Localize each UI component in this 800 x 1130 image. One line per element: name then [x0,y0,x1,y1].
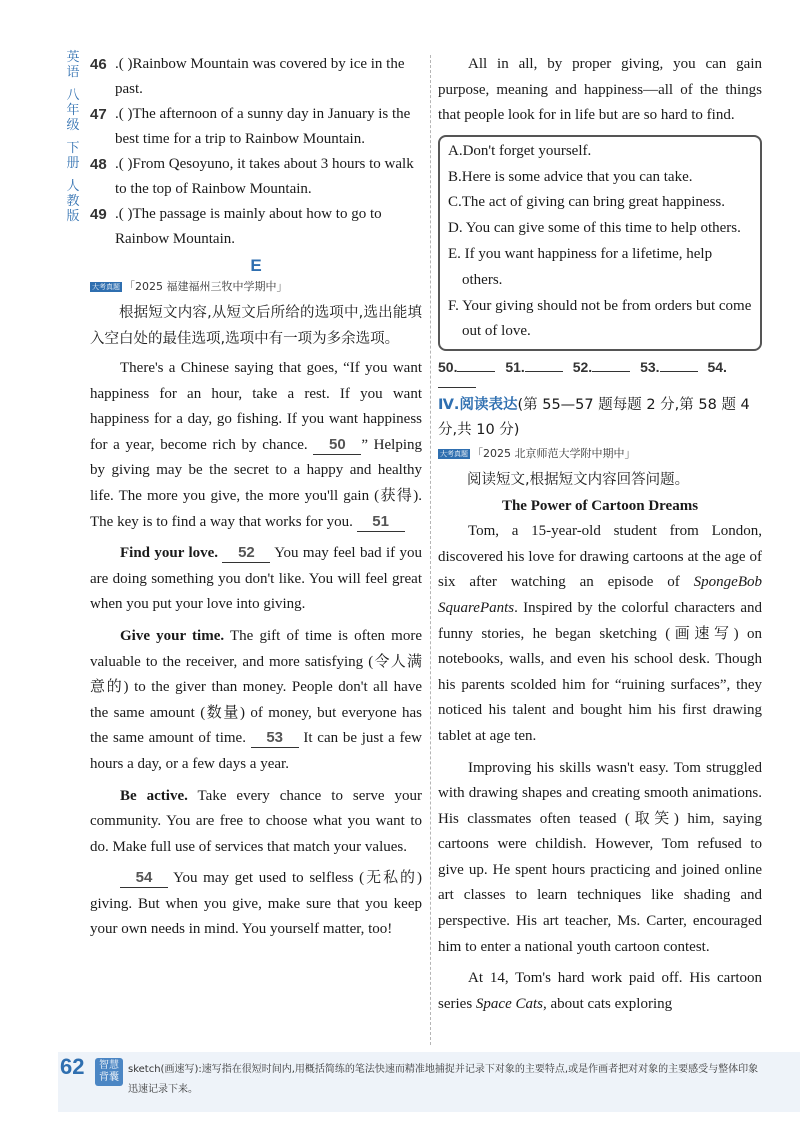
answer-label: 54. [707,359,727,376]
question-number: 48 [90,156,107,173]
term-label: 下册 [66,141,80,171]
option-d: D. You can give some of this time to help others. [448,220,741,237]
answer-blank-53[interactable] [660,371,698,372]
column-divider [430,55,431,1045]
answer-blank-54[interactable] [438,387,476,388]
source-tag: 大考真题 [440,450,468,459]
instruction-text: 根据短文内容,从短文后所给的选项中,选出能填入空白处的最佳选项,选项中有一项为多余选项。 [90,305,422,347]
blank-52: 52 [222,544,270,563]
paragraph-text: You may feel bad if you are doing something you don't like. You will feel great when you put your love into giving. [90,545,422,613]
option-f: F. Your giving should not be from orders but come out of love. [448,297,752,340]
question-49 [90,202,422,252]
right-column [438,52,762,1017]
answer-label: 53. [640,359,660,376]
paragraph-text: , about cats exploring [542,995,673,1012]
source-text: 「2025 福建福州三牧中学期中」 [124,280,288,293]
passage-title: The Power of Cartoon Dreams [501,498,699,515]
section-e-heading: E [250,256,262,275]
blank-54: 54 [120,869,168,888]
sidebar-label [62,50,84,232]
source-line [90,278,422,294]
paragraph-heading: Give your time. [120,627,225,644]
footnote-text: sketch(画速写):速写指在很短时间内,用概括简练的笔法快速而精准地捕捉并记录下对象的主要特点,或是作画者把对对象的主要感受与整体印象迅速记录下来。 [128,1064,759,1095]
option-c: C.The act of giving can bring great happiness. [448,194,726,211]
grade-label: 八年级 [66,88,80,133]
paragraph-heading: Find your love. [120,545,219,562]
paragraph [90,866,422,943]
paragraph-text: It can be just a few hours a day, or a few days a year. [90,730,423,772]
option-b: B.Here is some advice that you can take. [448,168,693,185]
question-number: 47 [90,106,107,123]
paragraph [438,519,762,749]
paragraph [90,541,422,618]
paragraph-text: You may get used to selfless (无私的) giving. But when you give, make sure that you keep your own needs in mind. You yourself matter, too! [90,870,422,938]
option-a: A.Don't forget yourself. [448,142,592,159]
question-number: 46 [90,56,107,73]
question-number: 49 [90,206,107,223]
tips-badge: 智慧背囊 [95,1058,123,1086]
section-4-heading [438,393,762,443]
paragraph-text: There's a Chinese saying that goes, “If you want happiness for an hour, take a rest. If you want happiness for a day, go fishing. If you want happiness for a year, become rich by chance. [90,360,422,453]
blank-53: 53 [251,729,299,748]
paragraph-text: Tom, a 15-year-old student from London, discovered his love for drawing cartoons at the age of six after watching an episode of [438,523,762,591]
source-text: 「2025 北京师范大学附中期中」 [472,447,636,461]
question-text: .( )The afternoon of a sunny day in January is the best time for a trip to Rainbow Mountain. [115,106,411,147]
edition-label: 人教版 [66,179,80,224]
paragraph [90,784,422,861]
page-number: 62 [60,1054,85,1079]
question-48 [90,152,422,202]
paragraph-text: Take every chance to serve your community. You are free to choose what you want to do. Make full use of services that match your values. [90,787,423,855]
paragraph [90,356,422,535]
paragraph-text: ” Helping by giving may be the secret to a happy and healthy life. The more you give, the more you'll gain (获得). The key is to find a way that works for you. [90,436,423,530]
answer-label: 50. [438,359,458,376]
source-tag: 大考真题 [92,283,120,291]
answer-blank-52[interactable] [592,371,630,372]
paragraph [438,966,762,1017]
subject-label: 英语 [66,50,80,80]
options-box [438,135,762,351]
blank-50: 50 [313,436,361,455]
scoring-text: (第 55—57 题每题 2 分,第 58 题 4 分,共 10 分) [438,397,750,439]
answer-blank-50[interactable] [457,371,495,372]
paragraph: All in all, by proper giving, you can gain purpose, meaning and happiness—all of the things that people look for in life but are so hard to find. [438,56,762,124]
section-title: Ⅳ.阅读表达 [438,397,518,414]
question-text: .( )The passage is mainly about how to go to Rainbow Mountain. [115,206,382,247]
paragraph [90,624,422,778]
source-line [438,445,762,461]
left-column [90,52,422,943]
paragraph-heading: Be active. [120,787,188,804]
option-e: E. If you want happiness for a lifetime, help others. [448,245,713,288]
answer-blank-51[interactable] [525,371,563,372]
paragraph-text: The gift of time is often more valuable to the receiver, and more satisfying (令人满意的) to the giver than money. People don't all have the same amount (数量) of money, but everyone has the same amount of time. [90,627,422,747]
question-text: .( )From Qesoyuno, it takes about 3 hours to walk to the top of Rainbow Mountain. [115,156,414,197]
answer-blanks [438,359,762,391]
question-text: .( )Rainbow Mountain was covered by ice in the past. [115,56,405,97]
paragraph-text: . Inspired by the colorful characters and funny stories, he began sketching (画速写) on notebooks, walls, and even his school desk. Though his parents scolded him for “ruining surfaces”, they noticed his talent and bought him his first drawing tablet at age ten. [438,599,762,744]
answer-label: 51. [505,359,525,376]
question-46 [90,52,422,102]
instruction-text: 阅读短文,根据短文内容回答问题。 [467,472,690,489]
blank-51: 51 [357,513,405,532]
italic-title: SpongeBob SquarePants [438,574,762,616]
paragraph-text: At 14, Tom's hard work paid off. His cartoon series [438,970,762,1012]
italic-title: Space Cats [475,995,543,1012]
question-47 [90,102,422,152]
answer-label: 52. [572,359,593,376]
paragraph: Improving his skills wasn't easy. Tom struggled with drawing shapes and creating smooth animations. His classmates often teased (取笑) him, saying cartoons were childish. However, Tom refused to give up. He spent hours practicing and joined online art classes to learn techniques like shading and perspective. His art teacher, Ms. Carter, encouraged him to enter a national youth cartoon contest. [438,759,762,955]
